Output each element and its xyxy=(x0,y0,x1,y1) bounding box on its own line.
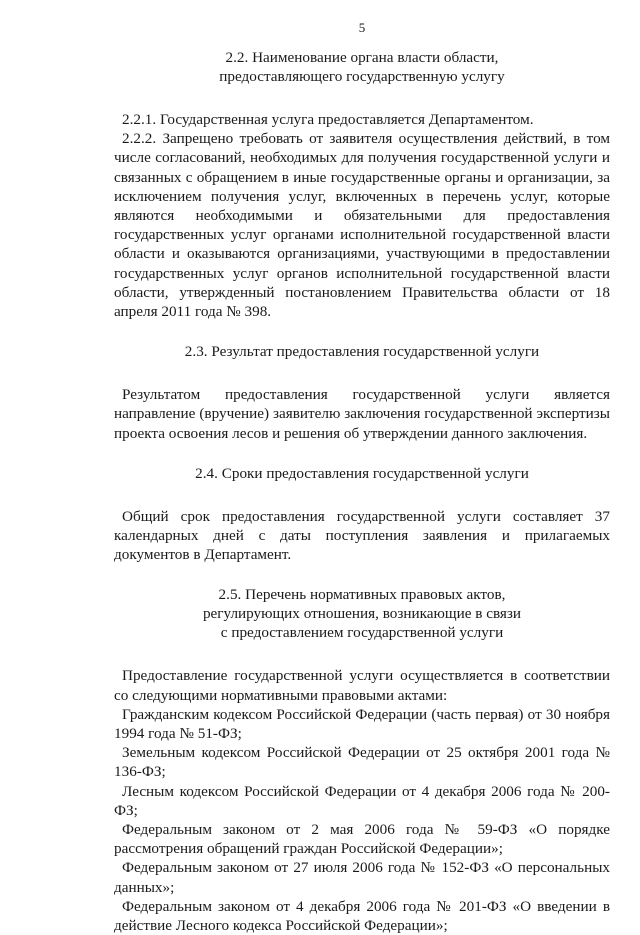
section-heading-2-5 xyxy=(114,585,610,642)
heading-line: предоставляющего государственную услугу xyxy=(219,68,505,85)
legal-act-civil-code: Гражданским кодексом Российской Федерации (часть первая) от 30 ноября 1994 года № 51-ФЗ; xyxy=(114,705,610,743)
paragraph-2-2-2: 2.2.2. Запрещено требовать от заявителя осуществления действий, в том числе согласований, необходимых для получения государственной услуги и связанных с обращением в иные государственные органы и организации, за исключением получения услуг, включенных в перечень услуг, которые являются необходимыми и обязательными для предоставления государственных услуг органами исполнительной государственной власти области и оказываются организациями, участвующими в предоставлении государственных услуг органов исполнительной государственной власти области, утвержденный постановлением Правительства области от 18 апреля 2011 года № 398. xyxy=(114,130,610,321)
legal-act-law-201: Федеральным законом от 4 декабря 2006 года № 201-ФЗ «О введении в действие Лесного кодекса Российской Федерации»; xyxy=(114,897,610,935)
paragraph-2-2-1: 2.2.1. Государственная услуга предоставляется Департаментом. xyxy=(122,111,534,128)
section-heading-2-2 xyxy=(114,48,610,86)
paragraph-result: Результатом предоставления государственной услуги является направление (вручение) заявителю заключения государственной экспертизы проекта освоения лесов и решения об утверждении данного заключения. xyxy=(114,386,610,442)
legal-act-law-152: Федеральным законом от 27 июля 2006 года № 152-ФЗ «О персональных данных»; xyxy=(114,859,610,896)
legal-act-law-59: Федеральным законом от 2 мая 2006 года № 59-ФЗ «О порядке рассмотрения обращений граждан Российской Федерации»; xyxy=(114,821,610,858)
paragraph-terms: Общий срок предоставления государственной услуги составляет 37 календарных дней с даты поступления заявления и прилагаемых документов в Департамент. xyxy=(114,507,610,564)
heading-line: с предоставлением государственной услуги xyxy=(220,624,504,642)
section-heading-2-4 xyxy=(114,464,610,483)
legal-act-land-code: Земельным кодексом Российской Федерации от 25 октября 2001 года № 136-ФЗ; xyxy=(114,744,610,781)
paragraph-legal-intro: Предоставление государственной услуги осуществляется в соответствии со следующими нормативными правовыми актами: xyxy=(114,667,610,704)
section-heading-2-3 xyxy=(114,342,610,361)
legal-act-forest-code: Лесным кодексом Российской Федерации от 4 декабря 2006 года № 200-ФЗ; xyxy=(114,782,610,819)
heading-line: 2.4. Сроки предоставления государственной услуги xyxy=(195,464,529,482)
page-number: 5 xyxy=(358,20,366,35)
heading-line: 2.3. Результат предоставления государственной услуги xyxy=(184,343,540,361)
heading-line: 2.5. Перечень нормативных правовых актов, xyxy=(218,586,506,604)
heading-line: регулирующих отношения, возникающие в связи xyxy=(202,605,522,623)
heading-line: 2.2. Наименование органа власти области, xyxy=(225,49,499,66)
